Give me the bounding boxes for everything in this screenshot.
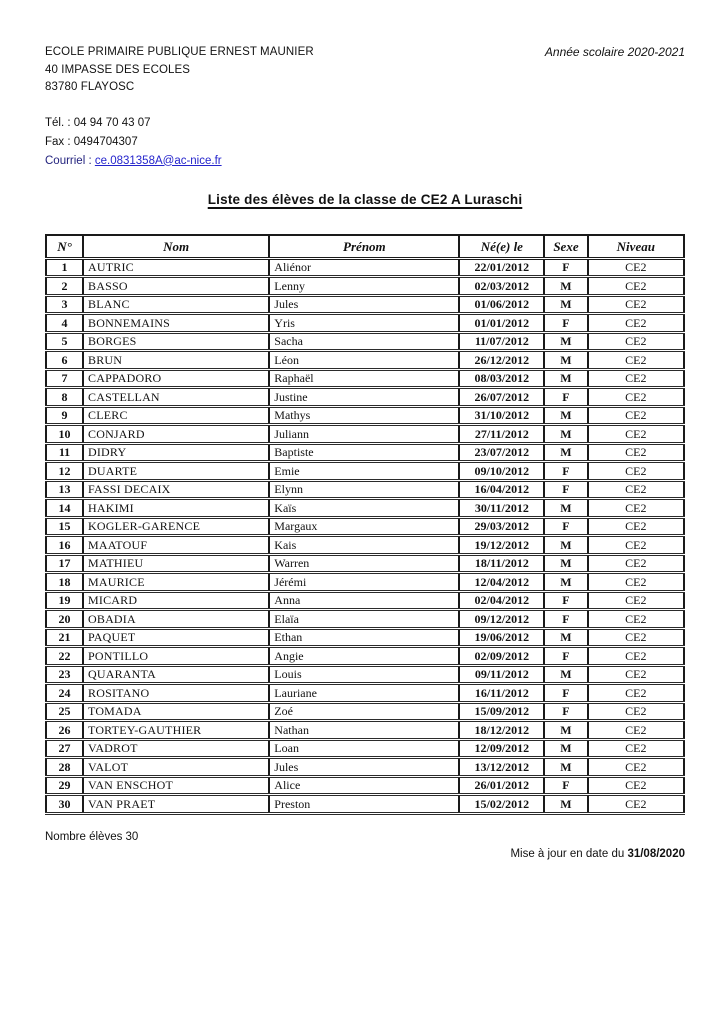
school-address-line2: 83780 FLAYOSC (45, 81, 135, 93)
cell-sexe: M (544, 795, 587, 814)
cell-nom: PONTILLO (83, 647, 269, 666)
cell-prenom: Léon (269, 351, 459, 370)
school-name: ECOLE PRIMAIRE PUBLIQUE ERNEST MAUNIER (45, 46, 314, 58)
cell-prenom: Nathan (269, 721, 459, 740)
cell-prenom: Kais (269, 536, 459, 555)
cell-prenom: Warren (269, 554, 459, 573)
cell-nom: CONJARD (83, 425, 269, 444)
cell-niveau: CE2 (588, 573, 684, 592)
cell-niveau: CE2 (588, 721, 684, 740)
update-line (45, 848, 685, 860)
cell-date-naissance: 27/11/2012 (459, 425, 544, 444)
cell-prenom: Anna (269, 591, 459, 610)
cell-sexe: M (544, 628, 587, 647)
cell-nom: MICARD (83, 591, 269, 610)
cell-date-naissance: 23/07/2012 (459, 443, 544, 462)
column-header-niveau: Niveau (588, 235, 684, 259)
cell-prenom: Margaux (269, 517, 459, 536)
cell-niveau: CE2 (588, 536, 684, 555)
cell-sexe: M (544, 277, 587, 296)
table-row (46, 665, 684, 684)
cell-numero: 10 (46, 425, 83, 444)
cell-niveau: CE2 (588, 314, 684, 333)
cell-numero: 24 (46, 684, 83, 703)
table-row (46, 536, 684, 555)
cell-date-naissance: 26/01/2012 (459, 776, 544, 795)
cell-prenom: Emie (269, 462, 459, 481)
cell-niveau: CE2 (588, 702, 684, 721)
cell-numero: 20 (46, 610, 83, 629)
cell-numero: 26 (46, 721, 83, 740)
cell-prenom: Sacha (269, 332, 459, 351)
cell-date-naissance: 18/12/2012 (459, 721, 544, 740)
cell-numero: 8 (46, 388, 83, 407)
cell-numero: 21 (46, 628, 83, 647)
cell-prenom: Zoé (269, 702, 459, 721)
cell-prenom: Jules (269, 295, 459, 314)
cell-date-naissance: 09/10/2012 (459, 462, 544, 481)
cell-prenom: Raphaël (269, 369, 459, 388)
cell-prenom: Preston (269, 795, 459, 814)
cell-numero: 14 (46, 499, 83, 518)
table-row (46, 554, 684, 573)
school-address-block (45, 44, 314, 97)
cell-date-naissance: 02/04/2012 (459, 591, 544, 610)
table-row (46, 443, 684, 462)
table-row (46, 425, 684, 444)
cell-date-naissance: 26/07/2012 (459, 388, 544, 407)
cell-sexe: M (544, 369, 587, 388)
cell-niveau: CE2 (588, 406, 684, 425)
cell-date-naissance: 22/01/2012 (459, 258, 544, 277)
cell-prenom: Lenny (269, 277, 459, 296)
cell-sexe: M (544, 443, 587, 462)
cell-date-naissance: 08/03/2012 (459, 369, 544, 388)
cell-prenom: Jules (269, 758, 459, 777)
students-table (45, 234, 685, 815)
cell-sexe: F (544, 591, 587, 610)
cell-nom: PAQUET (83, 628, 269, 647)
table-row (46, 406, 684, 425)
cell-nom: QUARANTA (83, 665, 269, 684)
cell-niveau: CE2 (588, 739, 684, 758)
cell-date-naissance: 09/12/2012 (459, 610, 544, 629)
cell-numero: 23 (46, 665, 83, 684)
cell-numero: 15 (46, 517, 83, 536)
cell-numero: 9 (46, 406, 83, 425)
cell-prenom: Lauriane (269, 684, 459, 703)
cell-niveau: CE2 (588, 665, 684, 684)
cell-date-naissance: 01/06/2012 (459, 295, 544, 314)
cell-date-naissance: 09/11/2012 (459, 665, 544, 684)
cell-date-naissance: 12/04/2012 (459, 573, 544, 592)
cell-sexe: M (544, 721, 587, 740)
email-line (45, 152, 685, 171)
table-row (46, 277, 684, 296)
cell-numero: 1 (46, 258, 83, 277)
contact-block (45, 114, 685, 171)
cell-sexe: M (544, 295, 587, 314)
cell-niveau: CE2 (588, 610, 684, 629)
cell-nom: MATHIEU (83, 554, 269, 573)
cell-date-naissance: 01/01/2012 (459, 314, 544, 333)
cell-nom: CAPPADORO (83, 369, 269, 388)
table-row (46, 795, 684, 814)
cell-nom: DUARTE (83, 462, 269, 481)
email-label: Courriel : (45, 154, 92, 167)
cell-date-naissance: 19/06/2012 (459, 628, 544, 647)
table-row (46, 314, 684, 333)
cell-sexe: M (544, 739, 587, 758)
cell-niveau: CE2 (588, 369, 684, 388)
cell-date-naissance: 29/03/2012 (459, 517, 544, 536)
table-row (46, 480, 684, 499)
cell-date-naissance: 12/09/2012 (459, 739, 544, 758)
cell-niveau: CE2 (588, 758, 684, 777)
cell-date-naissance: 18/11/2012 (459, 554, 544, 573)
cell-niveau: CE2 (588, 554, 684, 573)
table-row (46, 610, 684, 629)
cell-prenom: Elaïa (269, 610, 459, 629)
cell-prenom: Baptiste (269, 443, 459, 462)
cell-nom: AUTRIC (83, 258, 269, 277)
cell-sexe: F (544, 258, 587, 277)
cell-sexe: M (544, 573, 587, 592)
cell-sexe: F (544, 388, 587, 407)
cell-date-naissance: 16/04/2012 (459, 480, 544, 499)
cell-numero: 5 (46, 332, 83, 351)
cell-sexe: F (544, 684, 587, 703)
cell-nom: TOMADA (83, 702, 269, 721)
cell-numero: 11 (46, 443, 83, 462)
table-row (46, 776, 684, 795)
students-table-body (46, 258, 684, 813)
cell-numero: 17 (46, 554, 83, 573)
table-row (46, 388, 684, 407)
cell-prenom: Ethan (269, 628, 459, 647)
cell-niveau: CE2 (588, 628, 684, 647)
cell-numero: 4 (46, 314, 83, 333)
cell-niveau: CE2 (588, 332, 684, 351)
column-header-date-naissance: Né(e) le (459, 235, 544, 259)
cell-sexe: F (544, 480, 587, 499)
phone-line: Tél. : 04 94 70 43 07 (45, 116, 151, 129)
cell-niveau: CE2 (588, 480, 684, 499)
cell-prenom: Jérémi (269, 573, 459, 592)
table-row (46, 758, 684, 777)
table-row (46, 351, 684, 370)
table-row (46, 702, 684, 721)
column-header-prenom: Prénom (269, 235, 459, 259)
cell-niveau: CE2 (588, 517, 684, 536)
cell-numero: 29 (46, 776, 83, 795)
cell-nom: VAN PRAET (83, 795, 269, 814)
cell-sexe: M (544, 758, 587, 777)
cell-prenom: Yris (269, 314, 459, 333)
table-row (46, 517, 684, 536)
cell-date-naissance: 02/09/2012 (459, 647, 544, 666)
email-link[interactable]: ce.0831358A@ac-nice.fr (94, 154, 222, 167)
cell-date-naissance: 02/03/2012 (459, 277, 544, 296)
cell-date-naissance: 30/11/2012 (459, 499, 544, 518)
cell-niveau: CE2 (588, 258, 684, 277)
cell-nom: CASTELLAN (83, 388, 269, 407)
cell-nom: TORTEY-GAUTHIER (83, 721, 269, 740)
cell-nom: MAATOUF (83, 536, 269, 555)
cell-date-naissance: 31/10/2012 (459, 406, 544, 425)
cell-date-naissance: 26/12/2012 (459, 351, 544, 370)
table-row (46, 647, 684, 666)
table-row (46, 462, 684, 481)
cell-numero: 25 (46, 702, 83, 721)
cell-nom: OBADIA (83, 610, 269, 629)
column-header-nom: Nom (83, 235, 269, 259)
cell-sexe: M (544, 665, 587, 684)
cell-sexe: M (544, 536, 587, 555)
table-row (46, 295, 684, 314)
cell-sexe: F (544, 314, 587, 333)
column-header-numero: N° (46, 235, 83, 259)
cell-numero: 12 (46, 462, 83, 481)
column-header-sexe: Sexe (544, 235, 587, 259)
cell-sexe: M (544, 554, 587, 573)
cell-date-naissance: 19/12/2012 (459, 536, 544, 555)
cell-nom: KOGLER-GARENCE (83, 517, 269, 536)
cell-prenom: Kaïs (269, 499, 459, 518)
cell-niveau: CE2 (588, 425, 684, 444)
cell-niveau: CE2 (588, 499, 684, 518)
cell-date-naissance: 11/07/2012 (459, 332, 544, 351)
cell-nom: VADROT (83, 739, 269, 758)
cell-nom: BLANC (83, 295, 269, 314)
cell-nom: FASSI DECAIX (83, 480, 269, 499)
cell-numero: 19 (46, 591, 83, 610)
letterhead (45, 44, 685, 97)
cell-niveau: CE2 (588, 776, 684, 795)
update-date: 31/08/2020 (627, 847, 685, 860)
table-row (46, 721, 684, 740)
cell-numero: 6 (46, 351, 83, 370)
cell-niveau: CE2 (588, 795, 684, 814)
cell-prenom: Loan (269, 739, 459, 758)
student-count: Nombre élèves 30 (45, 830, 139, 843)
cell-niveau: CE2 (588, 351, 684, 370)
update-prefix: Mise à jour en date du (510, 847, 628, 860)
cell-sexe: M (544, 499, 587, 518)
cell-niveau: CE2 (588, 443, 684, 462)
cell-sexe: M (544, 406, 587, 425)
cell-nom: VALOT (83, 758, 269, 777)
cell-numero: 16 (46, 536, 83, 555)
cell-nom: BASSO (83, 277, 269, 296)
cell-niveau: CE2 (588, 647, 684, 666)
cell-numero: 30 (46, 795, 83, 814)
cell-prenom: Louis (269, 665, 459, 684)
cell-numero: 3 (46, 295, 83, 314)
cell-niveau: CE2 (588, 591, 684, 610)
cell-sexe: F (544, 702, 587, 721)
table-row (46, 573, 684, 592)
cell-date-naissance: 16/11/2012 (459, 684, 544, 703)
school-year: Année scolaire 2020-2021 (544, 45, 685, 59)
cell-nom: HAKIMI (83, 499, 269, 518)
cell-nom: MAURICE (83, 573, 269, 592)
students-table-header (46, 235, 684, 259)
table-row (46, 369, 684, 388)
cell-nom: BORGES (83, 332, 269, 351)
table-row (46, 591, 684, 610)
cell-nom: ROSITANO (83, 684, 269, 703)
cell-nom: BRUN (83, 351, 269, 370)
table-row (46, 332, 684, 351)
cell-date-naissance: 15/02/2012 (459, 795, 544, 814)
cell-sexe: M (544, 351, 587, 370)
cell-nom: VAN ENSCHOT (83, 776, 269, 795)
cell-nom: CLERC (83, 406, 269, 425)
cell-numero: 28 (46, 758, 83, 777)
cell-numero: 22 (46, 647, 83, 666)
cell-sexe: F (544, 610, 587, 629)
table-row (46, 499, 684, 518)
cell-nom: BONNEMAINS (83, 314, 269, 333)
cell-prenom: Juliann (269, 425, 459, 444)
cell-numero: 27 (46, 739, 83, 758)
fax-line: Fax : 0494704307 (45, 135, 138, 148)
cell-niveau: CE2 (588, 684, 684, 703)
cell-niveau: CE2 (588, 277, 684, 296)
page-title: Liste des élèves de la classe de CE2 A Luraschi (207, 191, 523, 207)
cell-sexe: F (544, 647, 587, 666)
cell-sexe: M (544, 332, 587, 351)
table-row (46, 739, 684, 758)
cell-numero: 18 (46, 573, 83, 592)
cell-sexe: F (544, 517, 587, 536)
table-row (46, 628, 684, 647)
cell-sexe: F (544, 462, 587, 481)
cell-date-naissance: 13/12/2012 (459, 758, 544, 777)
cell-niveau: CE2 (588, 462, 684, 481)
cell-numero: 7 (46, 369, 83, 388)
cell-prenom: Angie (269, 647, 459, 666)
cell-prenom: Elynn (269, 480, 459, 499)
table-row (46, 258, 684, 277)
cell-niveau: CE2 (588, 388, 684, 407)
cell-numero: 2 (46, 277, 83, 296)
table-row (46, 684, 684, 703)
cell-prenom: Mathys (269, 406, 459, 425)
cell-prenom: Alice (269, 776, 459, 795)
cell-prenom: Aliénor (269, 258, 459, 277)
cell-niveau: CE2 (588, 295, 684, 314)
school-address-line1: 40 IMPASSE DES ECOLES (45, 63, 191, 76)
cell-prenom: Justine (269, 388, 459, 407)
cell-date-naissance: 15/09/2012 (459, 702, 544, 721)
cell-nom: DIDRY (83, 443, 269, 462)
cell-numero: 13 (46, 480, 83, 499)
cell-sexe: M (544, 425, 587, 444)
cell-sexe: F (544, 776, 587, 795)
